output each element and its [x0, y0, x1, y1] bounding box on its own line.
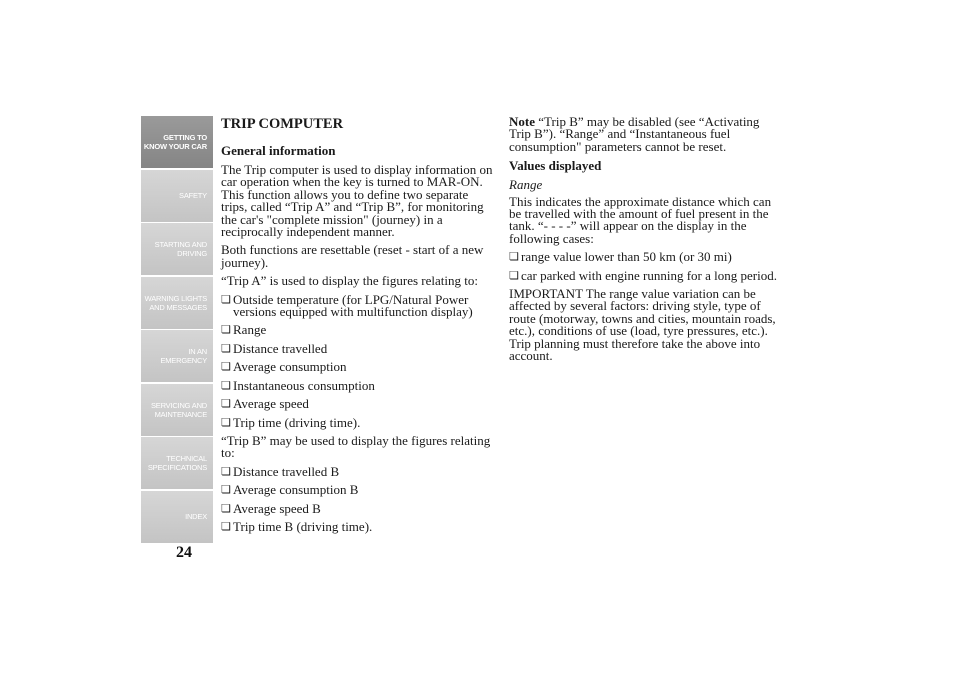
- chapter-nav: [141, 116, 213, 544]
- list-item: ❏ Average speed: [221, 398, 493, 410]
- list-item: ❏ Instantaneous consumption: [221, 380, 493, 392]
- page-number: 24: [176, 544, 192, 561]
- note-label: Note: [509, 114, 535, 129]
- tab-index[interactable]: INDEX: [141, 491, 213, 543]
- list-item: ❏ Average consumption B: [221, 484, 493, 496]
- tab-warning-lights[interactable]: WARNING LIGHTS AND MESSAGES: [141, 277, 213, 329]
- list-item: ❏ Average speed B: [221, 503, 493, 515]
- trip-a-intro: “Trip A” is used to display the figures relating to:: [221, 273, 478, 289]
- range-label: Range: [509, 177, 543, 193]
- tab-getting-to-know-your-car[interactable]: GETTING TO KNOW YOUR CAR: [141, 116, 213, 168]
- list-item: ❏ Average consumption: [221, 361, 493, 373]
- list-item: ❏ Range: [221, 324, 493, 336]
- left-column: [221, 116, 493, 539]
- list-item: ❏ Trip time (driving time).: [221, 417, 493, 429]
- range-cases-list: [509, 251, 781, 282]
- list-item: ❏ Trip time B (driving time).: [221, 521, 493, 533]
- note-text: “Trip B” may be disabled (see “Activating Trip B”). “Range” and “Instantaneous fuel consumption" parameters cannot be reset.: [509, 114, 760, 154]
- reset-paragraph: Both functions are resettable (reset - start of a new journey).: [221, 242, 484, 270]
- important-paragraph: IMPORTANT The range value variation can be affected by several factors: driving style, type of route (motorway, towns and cities, mountain roads, etc.), conditions of use (load, tyre pressures, etc.). Trip planning must therefore take the above into account.: [509, 286, 776, 364]
- section-heading-general: General information: [221, 143, 336, 158]
- list-item: ❏ Distance travelled: [221, 343, 493, 355]
- tab-safety[interactable]: SAFETY: [141, 170, 213, 222]
- tab-servicing[interactable]: SERVICING AND MAINTENANCE: [141, 384, 213, 436]
- list-item: ❏ Outside temperature (for LPG/Natural Power versions equipped with multifunction display): [221, 294, 493, 319]
- tab-technical-specs[interactable]: TECHNICAL SPECIFICATIONS: [141, 437, 213, 489]
- trip-b-list: [221, 463, 493, 534]
- tab-starting-and-driving[interactable]: STARTING AND DRIVING: [141, 223, 213, 275]
- page-title: TRIP COMPUTER: [221, 116, 344, 132]
- trip-b-intro: “Trip B” may be used to display the figures relating to:: [221, 432, 491, 461]
- range-paragraph: This indicates the approximate distance which can be travelled with the amount of fuel present in the tank. “- - - -” will appear on the display in the following cases:: [509, 193, 772, 246]
- section-heading-values: Values displayed: [509, 158, 602, 174]
- list-item: ❏ car parked with engine running for a long period.: [509, 270, 781, 282]
- note-paragraph: [509, 116, 781, 153]
- list-item: ❏ Distance travelled B: [221, 466, 493, 478]
- tab-in-an-emergency[interactable]: IN AN EMERGENCY: [141, 330, 213, 382]
- trip-a-list: [221, 291, 493, 430]
- list-item: ❏ range value lower than 50 km (or 30 mi): [509, 251, 781, 263]
- right-column: [509, 116, 781, 369]
- intro-paragraph: The Trip computer is used to display information on car operation when the key is turned to MAR-ON. This function allows you to define two separate trips, called “Trip A” and “Trip B”, for monitoring the car's "complete mission" (journey) in a reciprocally independent manner.: [221, 162, 493, 240]
